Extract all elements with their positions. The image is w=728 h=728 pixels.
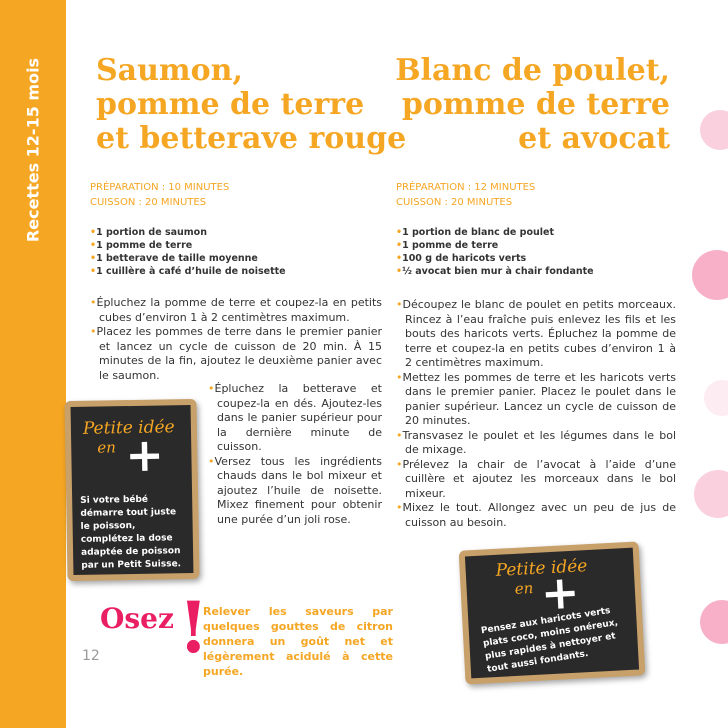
ingredient-item: • 1 pomme de terre: [90, 239, 380, 252]
right-cooking-time: CUISSON : 20 MINUTES: [396, 197, 513, 208]
left-recipe-title: [96, 54, 406, 156]
right-ingredient-list: [396, 226, 686, 278]
left-cooking-time: CUISSON : 20 MINUTES: [90, 197, 207, 208]
left-tip-board: [64, 399, 199, 581]
ingredient-item: • 100 g de haricots verts: [396, 252, 686, 265]
left-title-line: Saumon,: [96, 53, 243, 88]
right-tip-board: [459, 541, 646, 684]
page-number: 12: [82, 648, 100, 664]
osez-heading: Osez: [100, 602, 174, 635]
right-title-line: Blanc de poulet,: [395, 53, 670, 88]
tip-heading-prefix: en: [514, 578, 534, 598]
flower-petal: [704, 380, 728, 416]
step-item: • Mixez le tout. Allongez avec un peu de jus de cuisson au besoin.: [396, 501, 676, 530]
tip-heading: Petite idée: [495, 556, 588, 581]
ingredient-item: • 1 cuillère à café d’huile de noisette: [90, 265, 380, 278]
left-steps-list: [90, 296, 382, 383]
ingredient-item: • 1 pomme de terre: [396, 239, 686, 252]
plus-icon: +: [539, 564, 581, 621]
left-recipe-meta: [90, 180, 229, 210]
step-item: • Épluchez la betterave et coupez-la en dés. Ajoutez-les dans le panier supérieur pour la dernière minute de cuisson.: [208, 382, 382, 455]
ingredient-item: • 1 betterave de taille moyenne: [90, 252, 380, 265]
tip-text: Si votre bébé démarre tout juste le poisson, complétez la dose adaptée de poisson par un Petit Suisse.: [80, 494, 182, 571]
left-steps-list-continued: [208, 382, 382, 527]
step-item: • Versez tous les ingrédients chauds dans le bol mixeur et ajoutez l’huile de noisette. Mixez finement pour obtenir une purée d’un joli rose.: [208, 455, 382, 528]
flower-petal: [700, 110, 728, 150]
step-item: • Transvasez le poulet et les légumes dans le bol de mixage.: [396, 429, 676, 458]
tip-heading-prefix: en: [97, 438, 116, 457]
step-item: • Découpez le blanc de poulet en petits morceaux. Rincez à l’eau fraîche puis enlevez les fils et les bouts des haricots verts. Épluchez la pomme de terre et coupez-la en petits cubes d’environ 1 à 2 centimètres maximum.: [396, 298, 676, 371]
right-title-line: pomme de terre: [401, 87, 670, 122]
flower-petal: [694, 470, 728, 518]
flower-decoration: [690, 0, 728, 728]
plus-icon: +: [124, 427, 165, 483]
ingredient-item: • 1 portion de blanc de poulet: [396, 226, 686, 239]
ingredient-item: • ½ avocat bien mur à chair fondante: [396, 265, 686, 278]
osez-text: Relever les saveurs par quelques gouttes de citron donnera un goût net et légèrement acidulé à cette purée.: [203, 605, 393, 678]
left-ingredient-list: [90, 226, 380, 278]
left-title-line: pomme de terre: [96, 87, 365, 122]
section-label: Recettes 12-15 mois: [23, 57, 43, 243]
step-item: • Prélevez la chair de l’avocat à l’aide d’une cuillère et ajoutez les morceaux dans le bol mixeur.: [396, 458, 676, 502]
tip-text: Pensez aux haricots verts plats coco, moins onéreux, plus rapides à nettoyer et tout aussi fondants.: [480, 605, 619, 675]
sidebar-band: [0, 0, 66, 728]
right-recipe-title: [395, 54, 670, 156]
right-preparation-time: PRÉPARATION : 12 MINUTES: [396, 182, 536, 193]
step-item: • Mettez les pommes de terre et les haricots verts dans le premier panier. Placez le poulet dans le panier supérieur. Lancez un cycle de cuisson de 20 minutes.: [396, 371, 676, 429]
left-title-line: et betterave rouge: [96, 121, 407, 156]
right-title-line: et avocat: [518, 121, 670, 156]
tip-heading: Petite idée: [82, 417, 175, 439]
step-item: • Épluchez la pomme de terre et coupez-la en petits cubes d’environ 1 à 2 centimètres maximum.: [90, 296, 382, 325]
left-preparation-time: PRÉPARATION : 10 MINUTES: [90, 182, 230, 193]
ingredient-item: • 1 portion de saumon: [90, 226, 380, 239]
right-steps-list: [396, 298, 676, 530]
step-item: • Placez les pommes de terre dans le premier panier et lancez un cycle de cuisson de 20 min. À 15 minutes de la fin, ajoutez le deuxième panier avec le saumon.: [90, 325, 382, 383]
right-recipe-meta: [396, 180, 535, 210]
flower-petal: [692, 250, 728, 300]
exclamation-icon: !: [178, 586, 209, 669]
flower-petal: [700, 600, 728, 644]
